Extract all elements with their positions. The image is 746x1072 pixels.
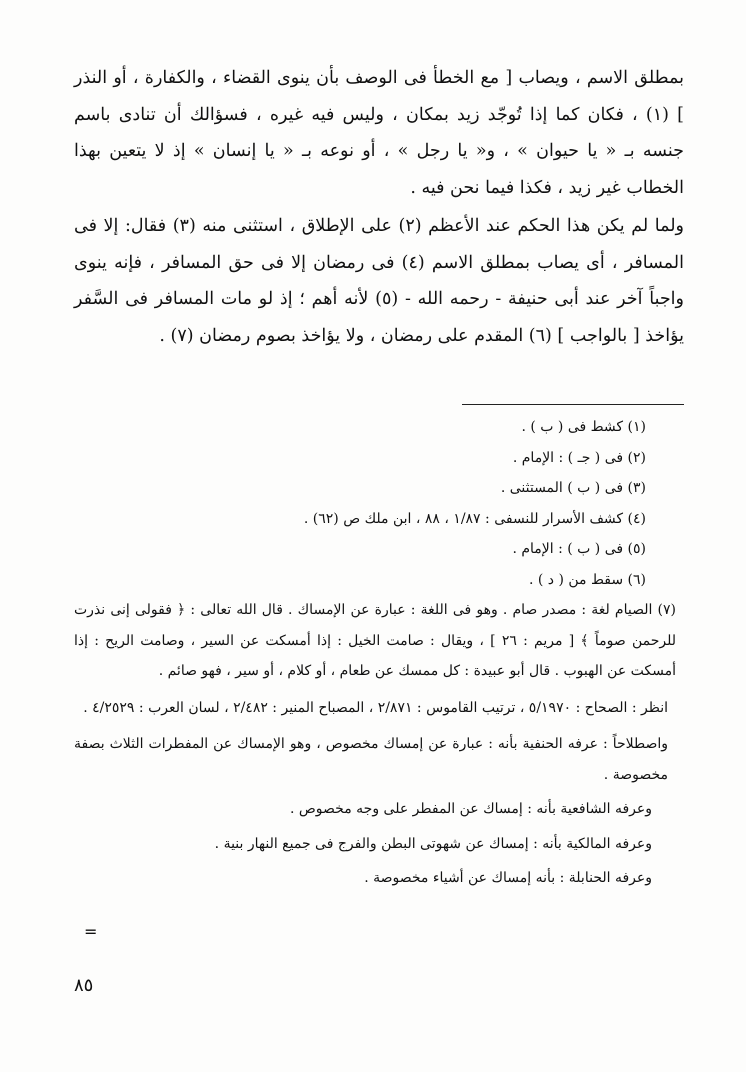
footnote-7-definition: (٧) الصيام لغة : مصدر صام . وهو فى اللغة : عبارة عن الإمساك . قال الله تعالى : ﴿ فقولى إنى نذرت للرحمن صوماً ﴾ [ مريم : ٢٦ ] ، ويقال : صامت الخيل : إذا أمسكت عن السير ، وصامت الريح : إذا أمسكت عن الهبوب . قال أبو عبيدة : كل ممسك عن طعام ، أو كلام ، أو سير ، فهو صائم . — [74, 602, 676, 679]
continuation-mark: = — [84, 922, 98, 941]
footnote-6: (٦) سقط من ( د ) . — [528, 571, 646, 588]
main-paragraph-1: بمطلق الاسم ، ويصاب [ مع الخطأ فى الوصف بأن ينوى القضاء ، والكفارة ، أو النذر ] (١) ، فكان كما إذا تُوجّد زيد بمكان ، وليس فيه غيره ، فسؤالك أن تنادى باسم جنسه بـ « يا حيوان » ، و« يا رجل » ، أو نوعه بـ « يا إنسان » إذ لا يتعين بهذا الخطاب غير زيد ، فكذا فيما نحن فيه . — [74, 68, 684, 198]
footnote-7-shafii: وعرفه الشافعية بأنه : إمساك عن المفطر على وجه مخصوص . — [289, 801, 652, 817]
footnote-7-hanbali: وعرفه الحنابلة : بأنه إمساك عن أشياء مخصوصة . — [364, 870, 652, 886]
page-number: ٨٥ — [74, 975, 94, 996]
footnote-7-maliki: وعرفه المالكية بأنه : إمساك عن شهوتى البطن والفرج فى جميع النهار بنية . — [214, 835, 652, 852]
footnote-2: (٢) فى ( جـ ) : الإمام . — [512, 449, 646, 466]
footnote-4: (٤) كشف الأسرار للنسفى : ١/٨٧ ، ٨٨ ، ابن ملك ص (٦٢) . — [303, 510, 646, 527]
main-paragraph-2: ولما لم يكن هذا الحكم عند الأعظم (٢) على الإطلاق ، استثنى منه (٣) فقال: إلا فى المسافر ، أى يصاب بمطلق الاسم (٤) فى رمضان إلا فى حق المسافر ، فإنه ينوى واجباً آخر عند أبى حنيفة - رحمه الله - (٥) لأنه أهم ؛ إذ لو مات المسافر فى السَّفر يؤاخذ [ بالواجب ] (٦) المقدم على رمضان ، ولا يؤاخذ بصوم رمضان (٧) . — [74, 216, 684, 346]
footnote-3: (٣) فى ( ب ) المستثنى . — [500, 480, 646, 496]
footnote-5: (٥) فى ( ب ) : الإمام . — [512, 541, 646, 557]
footnote-7-technical: واصطلاحاً : عرفه الحنفية بأنه : عبارة عن إمساك مخصوص ، وهو الإمساك عن المفطرات الثلاث بصفة مخصوصة . — [74, 736, 668, 783]
main-text — [74, 60, 684, 354]
footnote-1: (١) كشط فى ( ب ) . — [521, 419, 646, 435]
footnote-7-references: انظر : الصحاح : ٥/١٩٧٠ ، ترتيب القاموس : ٢/٨٧١ ، المصباح المنير : ٢/٤٨٢ ، لسان العرب : ٤/٢٥٢٩ . — [83, 699, 668, 716]
footnote-divider — [462, 404, 684, 405]
footnotes — [74, 412, 684, 894]
